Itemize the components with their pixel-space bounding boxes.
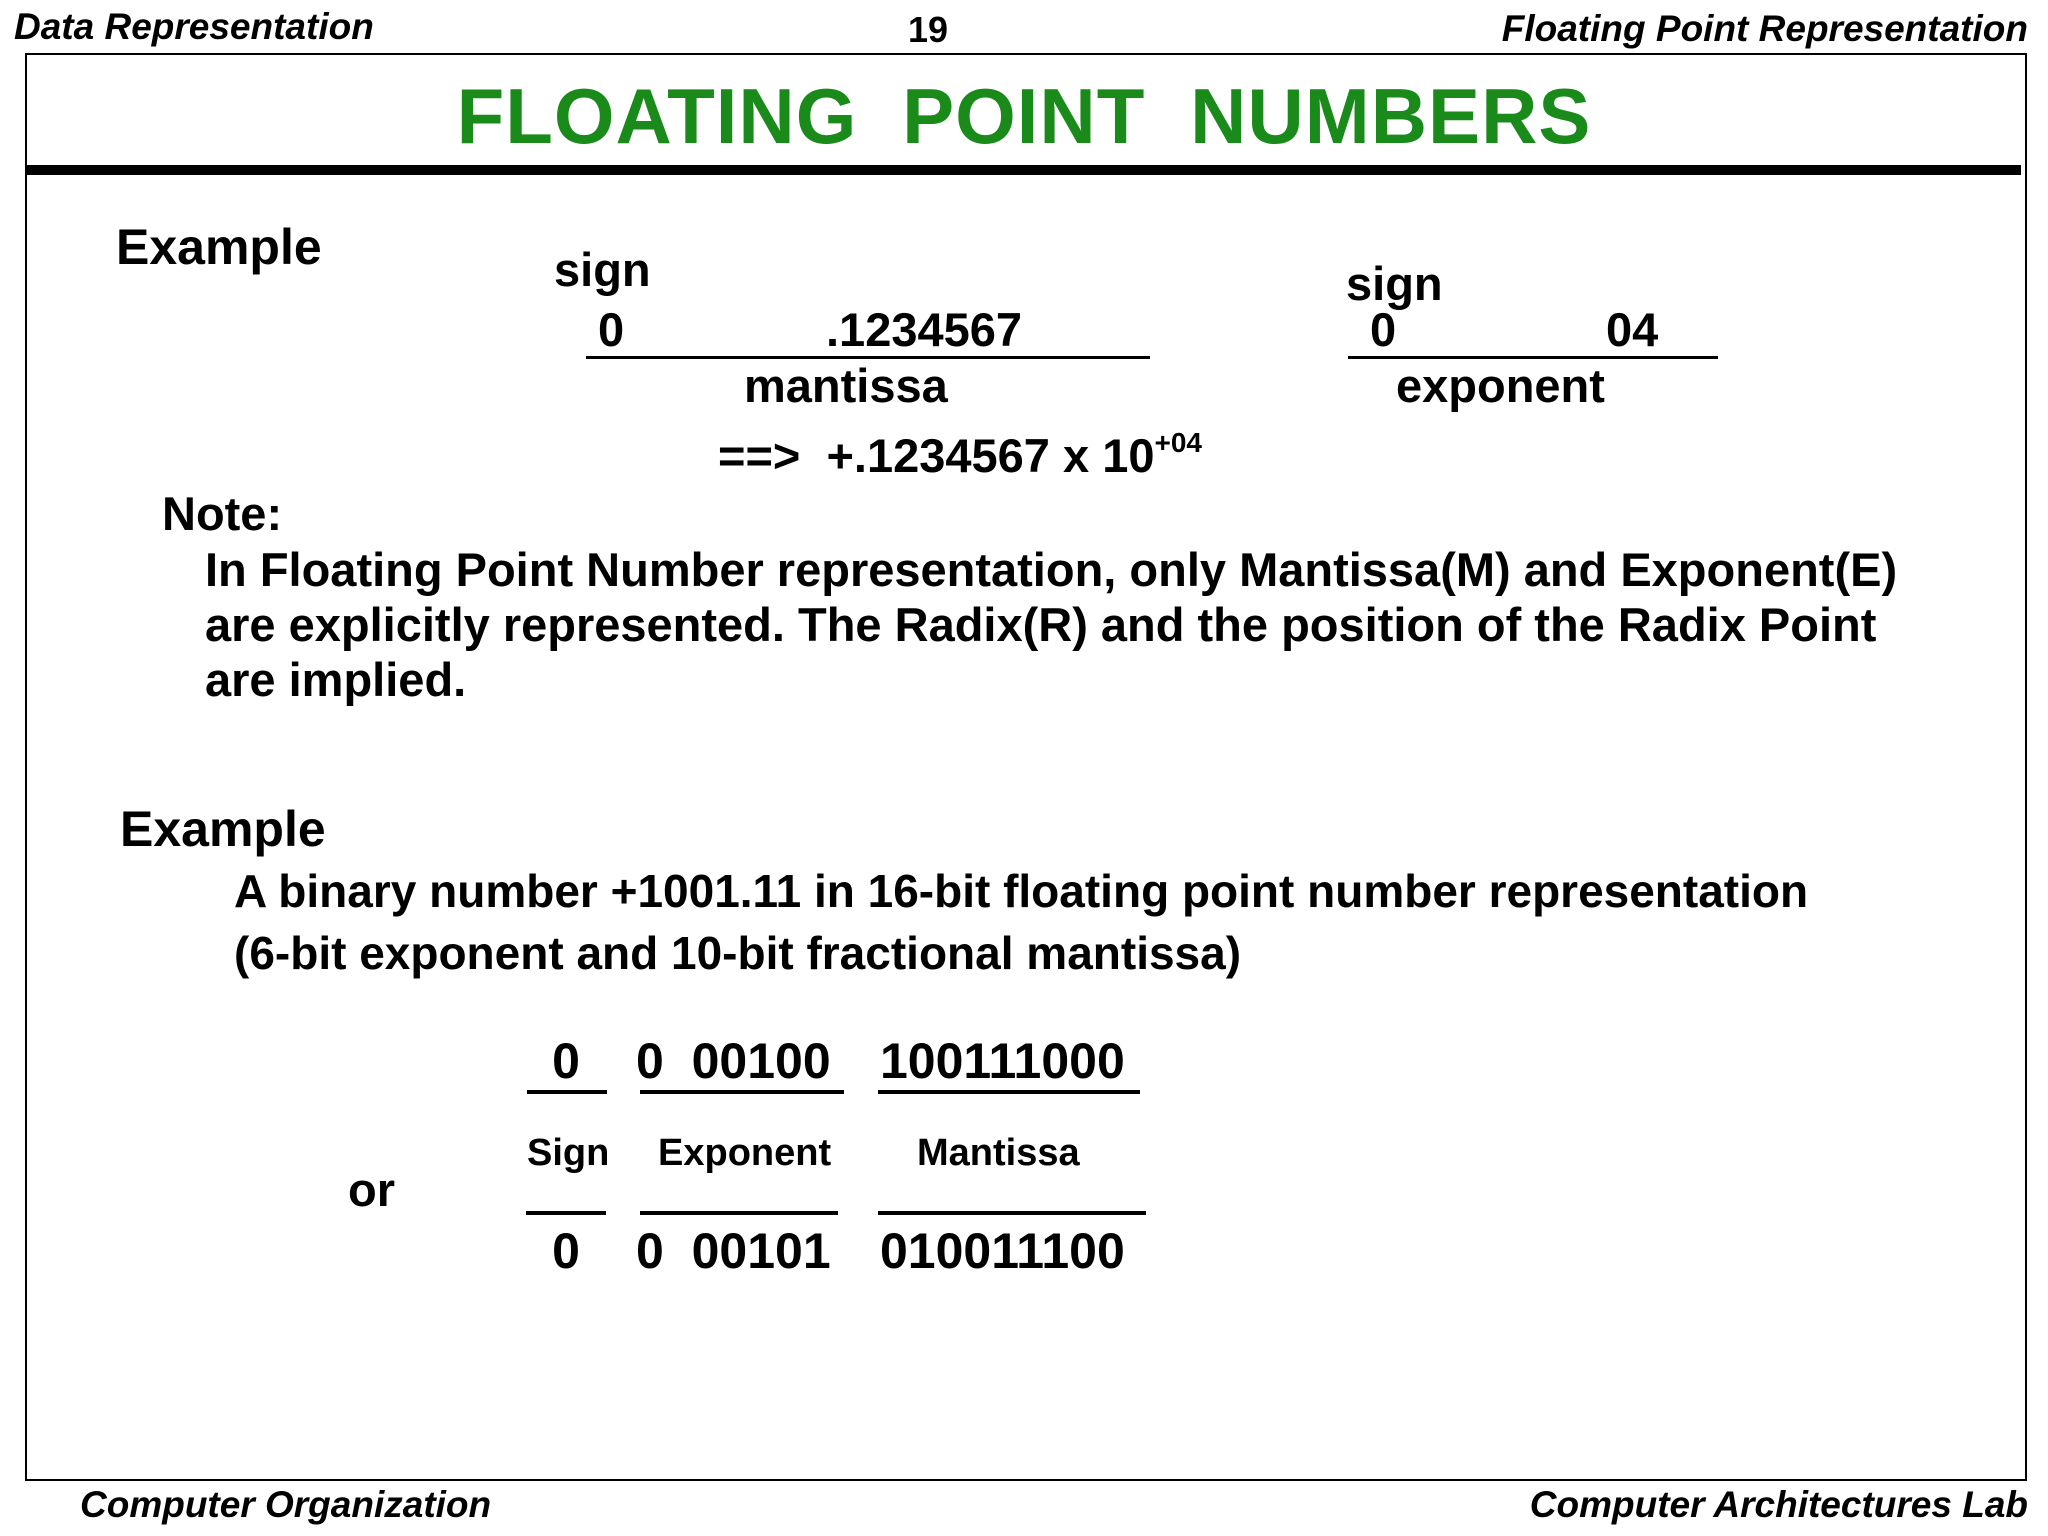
- header-right: Floating Point Representation: [1501, 8, 2028, 49]
- mantissa-sign-value: 0: [598, 303, 625, 356]
- row1-exponent-line: [640, 1090, 844, 1094]
- exponent-label: exponent: [1396, 359, 1605, 412]
- slide-title: FLOATING POINT NUMBERS: [456, 72, 1592, 160]
- exponent-sign-label: sign: [1346, 257, 1443, 310]
- sign-field-label: Sign: [527, 1132, 610, 1174]
- mantissa-sign-label: sign: [554, 243, 651, 296]
- example1-heading: Example: [116, 219, 322, 275]
- exponent-value: 04: [1606, 303, 1659, 356]
- row2-exponent: 0 00101: [636, 1223, 831, 1279]
- result-arrow: ==>: [718, 429, 801, 482]
- example1-result: [718, 427, 1202, 482]
- row2-mantissa: 010011100: [880, 1223, 1125, 1279]
- example2-heading: Example: [120, 801, 326, 857]
- exponent-field-label: Exponent: [658, 1132, 832, 1174]
- row2-sign: 0: [552, 1223, 580, 1279]
- note-heading: Note:: [162, 487, 283, 540]
- result-exponent: +04: [1154, 427, 1202, 458]
- row2-mantissa-line: [878, 1211, 1146, 1215]
- row1-mantissa-line: [878, 1090, 1140, 1094]
- row1-exponent: 0 00100: [636, 1033, 831, 1089]
- page-number: 19: [908, 9, 949, 50]
- footer-right: Computer Architectures Lab: [1529, 1484, 2028, 1525]
- example2-line2: (6-bit exponent and 10-bit fractional mantissa): [234, 927, 1242, 979]
- row1-sign-line: [527, 1090, 607, 1094]
- row1-sign: 0: [552, 1033, 580, 1089]
- row1-mantissa: 100111000: [880, 1033, 1125, 1089]
- mantissa-field-label: Mantissa: [917, 1132, 1080, 1174]
- note-body: In Floating Point Number representation, only Mantissa(M) and Exponent(E) are explicitly represented. The Radix(R) and the position of the Radix Point are implied.: [205, 543, 1898, 706]
- row2-sign-line: [526, 1211, 606, 1215]
- header-left: Data Representation: [14, 6, 374, 47]
- footer-left: Computer Organization: [80, 1484, 492, 1525]
- row2-exponent-line: [640, 1211, 838, 1215]
- mantissa-value: .1234567: [826, 303, 1023, 356]
- exponent-sign-value: 0: [1370, 303, 1397, 356]
- mantissa-label: mantissa: [744, 359, 948, 412]
- result-base: +.1234567 x 10: [826, 429, 1155, 482]
- or-label: or: [348, 1163, 395, 1216]
- title-underline: [25, 165, 2021, 175]
- example2-line1: A binary number +1001.11 in 16-bit floating point number representation: [234, 865, 1809, 917]
